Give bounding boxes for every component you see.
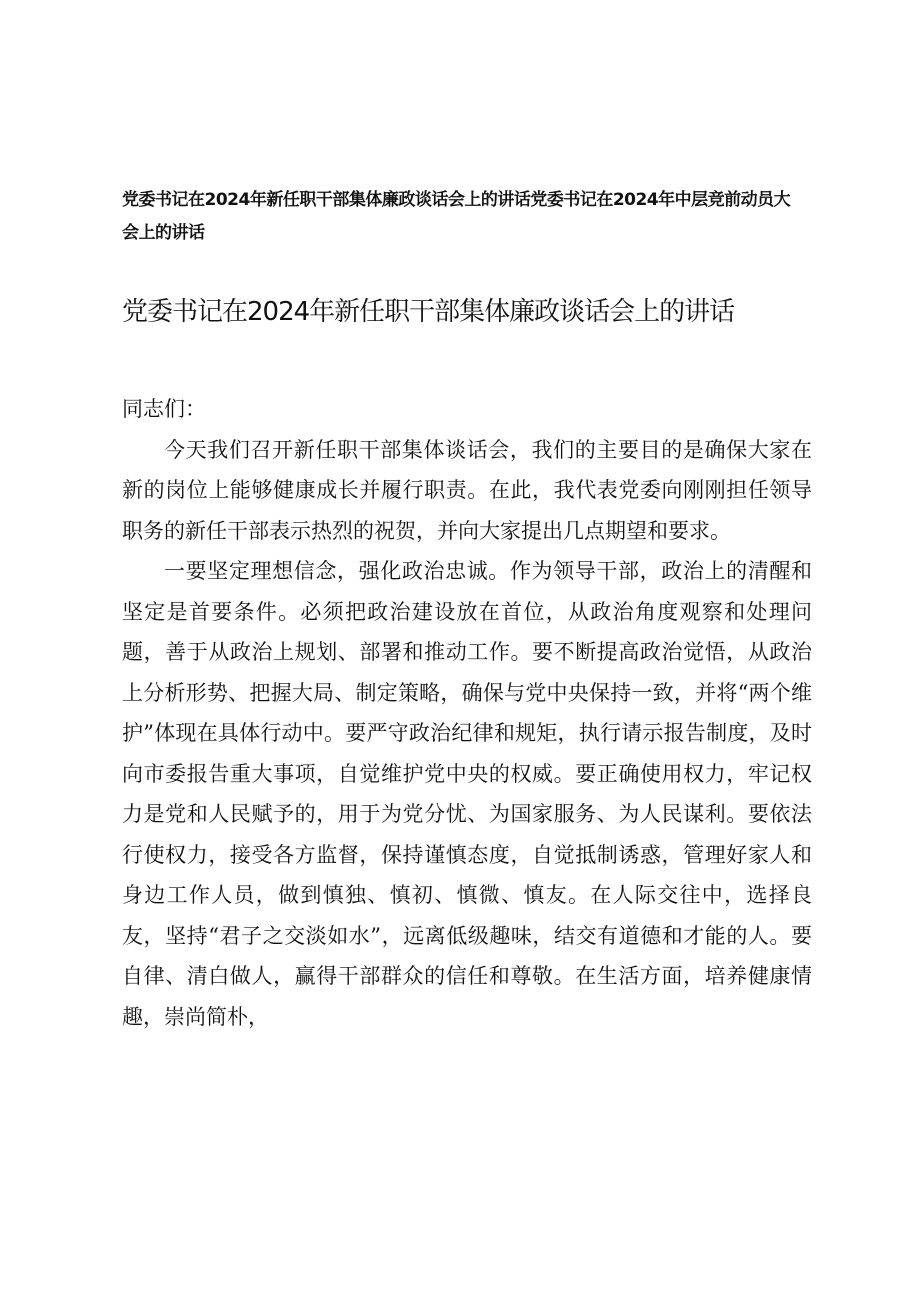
paragraph-1: 今天我们召开新任职干部集体谈话会，我们的主要目的是确保大家在新的岗位上能够健康成长并履行职责。在此，我代表党委向刚刚担任领导职务的新任干部表示热烈的祝贺，并向大家提出几点期望和要求。 [122, 437, 812, 543]
document-body [122, 389, 812, 1037]
salutation: 同志们： [122, 397, 206, 421]
document-title: 党委书记在2024年新任职干部集体廉政谈话会上的讲话 [122, 297, 735, 327]
document-header: 党委书记在2024年新任职干部集体廉政谈话会上的讲话党委书记在2024年中层竞前动员大会上的讲话 [122, 190, 791, 243]
paragraph-2: 一要坚定理想信念，强化政治忠诚。作为领导干部，政治上的清醒和坚定是首要条件。必须把政治建设放在首位，从政治角度观察和处理问题，善于从政治上规划、部署和推动工作。要不断提高政治觉悟，从政治上分析形势、把握大局、制定策略，确保与党中央保持一致，并将“两个维护”体现在具体行动中。要严守政治纪律和规矩，执行请示报告制度，及时向市委报告重大事项，自觉维护党中央的权威。要正确使用权力，牢记权力是党和人民赋予的，用于为党分忧、为国家服务、为人民谋利。要依法行使权力，接受各方监督，保持谨慎态度，自觉抵制诱惑，管理好家人和身边工作人员，做到慎独、慎初、慎微、慎友。在人际交往中，选择良友，坚持“君子之交淡如水”，远离低级趣味，结交有道德和才能的人。要自律、清白做人，赢得干部群众的信任和尊敬。在生活方面，培养健康情趣，崇尚简朴， [122, 559, 812, 1029]
